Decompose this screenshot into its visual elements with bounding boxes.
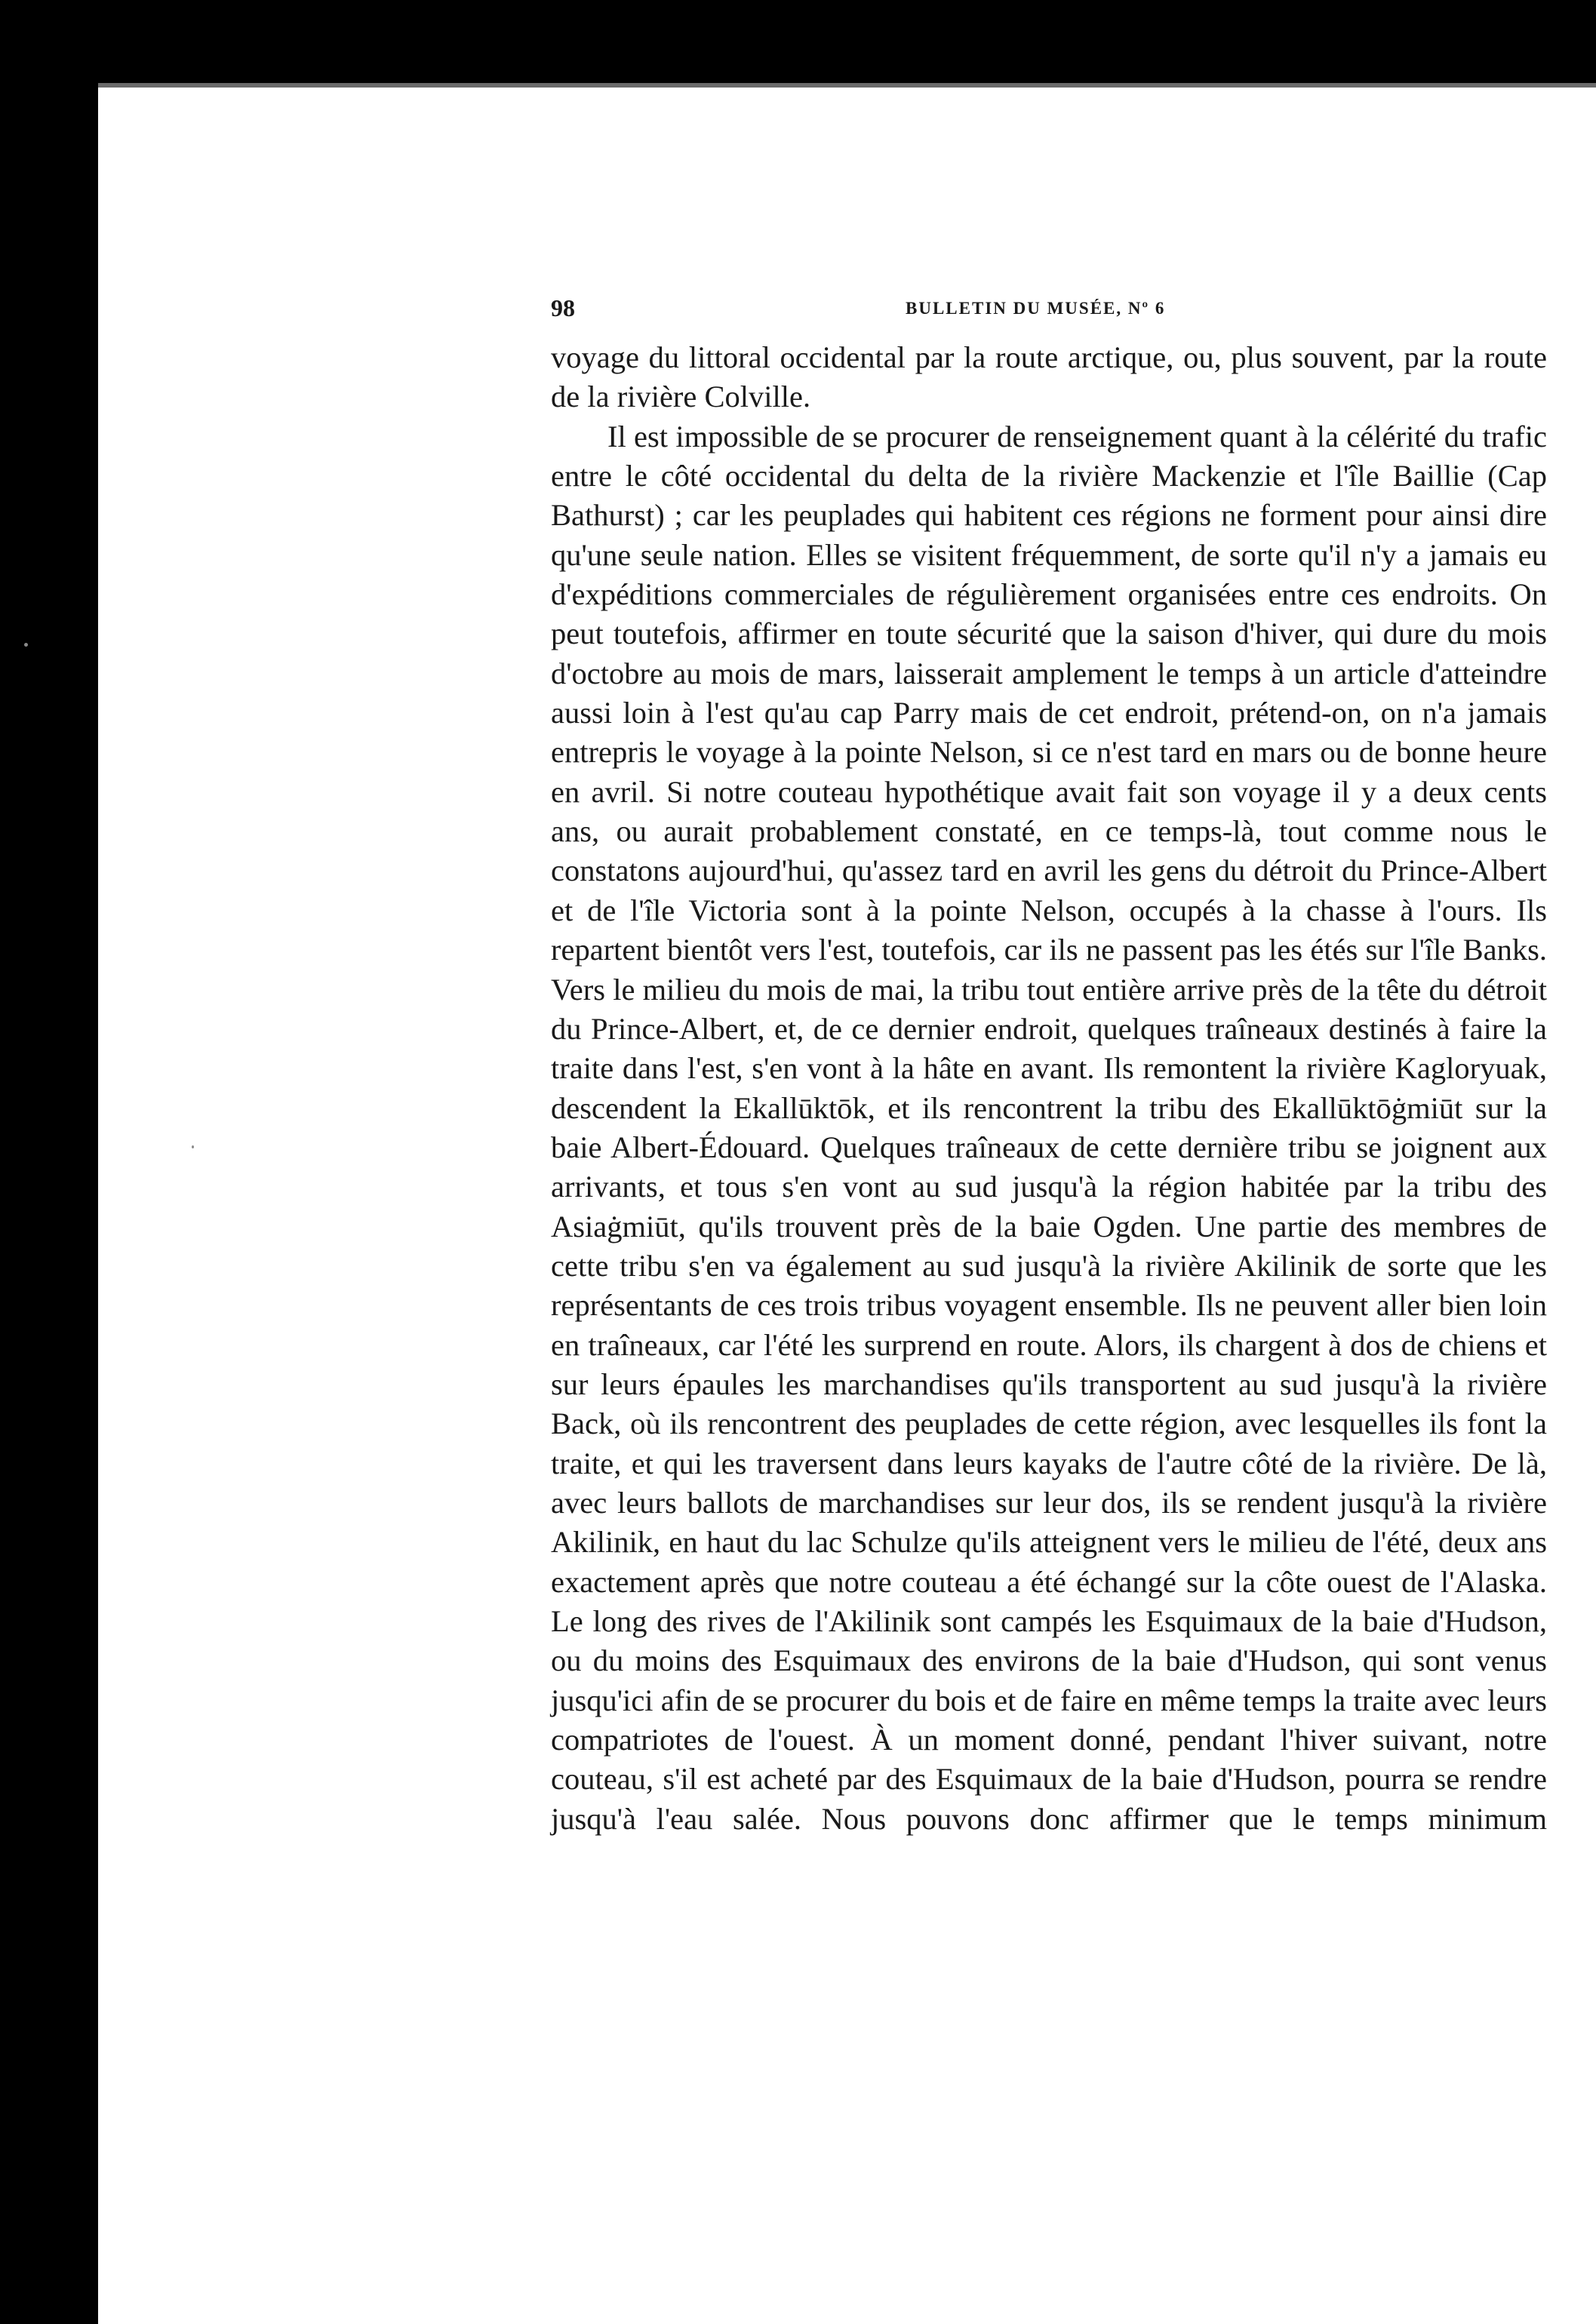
paragraph-main: Il est impossible de se procurer de renseignement quant à la célérité du trafic entre le côté occidental du delta de la rivière Mackenzie et l'île Baillie (Cap Bathurst) ; car les peuplades qui habitent ces régions ne forment pour ainsi dire qu'une seule nation. Elles se visitent fréquemment, de sorte qu'il n'y a jamais eu d'expéditions commerciales de régulièrement organisées entre ces endroits. On peut toutefois, affirmer en toute sécurité que la saison d'hiver, qui dure du mois d'octobre au mois de mars, laisserait amplement le temps à un article d'atteindre aussi loin à l'est qu'au cap Parry mais de cet endroit, prétend-on, on n'a jamais entrepris le voyage à la pointe Nelson, si ce n'est tard en mars ou de bonne heure en avril. Si notre couteau hypothétique avait fait son voyage il y a deux cents ans, ou aurait probablement constaté, en ce temps-là, tout comme nous le constatons aujourd'hui, qu'assez tard en avril les gens du détroit du Prince-Albert et de l'île Victoria sont à la pointe Nelson, occupés à la chasse à l'ours. Ils repartent bientôt vers l'est, toutefois, car ils ne passent pas les étés sur l'île Banks. Vers le milieu du mois de mai, la tribu tout entière arrive près de la tête du détroit du Prince-Albert, et, de ce dernier endroit, quelques traîneaux destinés à faire la traite dans l'est, s'en vont à la hâte en avant. Ils remontent la rivière Kagloryuak, descendent la Ekallūktōk, et ils rencontrent la tribu des Ekallūktōġmiūt sur la baie Albert-Édouard. Quelques traîneaux de cette dernière tribu se joignent aux arrivants, et tous s'en vont au sud jusqu'à la région habitée par la tribu des Asiaġmiūt, qu'ils trouvent près de la baie Ogden. Une partie des membres de cette tribu s'en va également au sud jusqu'à la rivière Akilinik de sorte que les représentants de ces trois tribus voyagent ensemble. Ils ne peuvent aller bien loin en traîneaux, car l'été les surprend en route. Alors, ils chargent à dos de chiens et sur leurs épaules les marchandises qu'ils transportent au sud jusqu'à la rivière Back, où ils rencontrent des peuplades de cette région, avec lesquelles ils font la traite, et qui les traversent dans leurs kayaks de l'autre côté de la rivière. De là, avec leurs ballots de marchandises sur leur dos, ils se rendent jusqu'à la rivière Akilinik, en haut du lac Schulze qu'ils atteignent vers le milieu de l'été, deux ans exactement après que notre couteau a été échangé sur la côte ouest de l'Alaska. Le long des rives de l'Akilinik sont campés les Esquimaux de la baie d'Hudson, ou du moins des Esquimaux des environs de la baie d'Hudson, qui sont venus jusqu'ici afin de se procurer du bois et de faire en même temps la traite avec leurs compatriotes de l'ouest. À un moment donné, pendant l'hiver suivant, notre couteau, s'il est acheté par des Esquimaux de la baie d'Hudson, pourra se rendre jusqu'à l'eau salée. Nous pouvons donc affirmer que le temps minimum [551,419,1547,1836]
running-title: BULLETIN DU MUSÉE, Nº 6 [906,299,1166,318]
page-number: 98 [551,294,575,321]
paragraph-continued: voyage du littoral occidental par la route arctique, ou, plus souvent, par la route de la rivière Colville. [551,340,1547,414]
scan-speck [24,643,28,647]
body-text [551,338,1547,1839]
document-page [98,83,1596,2324]
page-top-edge [98,83,1596,88]
scan-speck [192,1145,194,1148]
